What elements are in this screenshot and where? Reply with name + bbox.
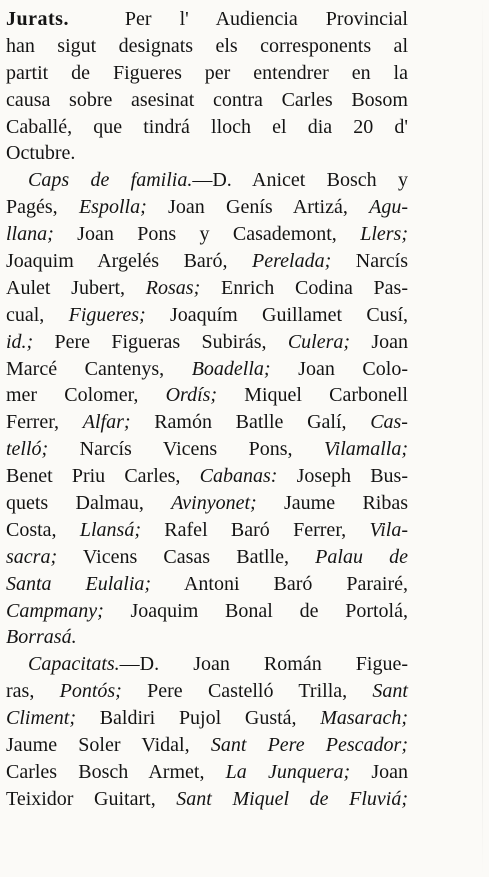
text-run: Joaquim Argelés Baró, <box>6 250 253 273</box>
text-line <box>6 382 408 409</box>
text-line <box>6 356 408 383</box>
text-line <box>6 436 408 463</box>
article-title: Jurats. <box>6 8 69 30</box>
text-line <box>6 705 408 732</box>
place-name: Capacitats. <box>28 653 120 676</box>
text-run: mer Colomer, <box>6 384 166 407</box>
text-run: —D. Anicet Bosch y <box>192 169 408 192</box>
text-run: Joan Genís Artizá, <box>146 196 370 219</box>
place-name: Perelada; <box>252 250 332 273</box>
text-run: Joaquim Bonal de Portolá, <box>103 599 408 622</box>
place-name: Agu- <box>369 196 409 219</box>
place-name: Boadella; <box>191 357 271 380</box>
text-run: Per l' Audiencia Provincial <box>68 8 408 30</box>
text-run: Joan Pons y Casademont, <box>53 223 361 246</box>
text-run: Aulet Jubert, <box>6 276 146 299</box>
text-run: han sigut designats els corresponents al <box>6 34 408 57</box>
place-name: Sant Miquel de Fluviá; <box>176 787 409 810</box>
text-line <box>6 678 408 705</box>
text-line <box>6 624 408 651</box>
text-line <box>6 114 408 141</box>
text-line <box>6 409 408 436</box>
text-run: Jaume Ribas <box>256 492 408 515</box>
text-run: Benet Priu Carles, <box>6 465 200 488</box>
text-run: Costa, <box>6 518 80 541</box>
place-name: Sant <box>372 680 408 703</box>
place-name: Cabanas: <box>199 465 278 488</box>
text-run: Joseph Bus- <box>277 465 408 488</box>
text-run: Vicens Casas Batlle, <box>57 545 316 568</box>
place-name: La Junquera; <box>225 760 351 783</box>
text-run: Teixidor Guitart, <box>6 787 177 810</box>
text-line <box>6 329 408 356</box>
text-run: Marcé Cantenys, <box>6 357 192 380</box>
text-run: Enrich Codina Pas- <box>200 276 408 299</box>
text-line <box>6 571 408 598</box>
place-name: Llers; <box>360 223 408 246</box>
place-name: Figueres; <box>68 303 146 326</box>
place-name: Climent; <box>6 707 76 730</box>
text-run: Miquel Carbonell <box>217 384 408 407</box>
text-line <box>6 275 408 302</box>
text-line <box>6 759 408 786</box>
place-name: Masarach; <box>320 707 408 730</box>
text-line <box>6 302 408 329</box>
place-name: Borrasá. <box>6 626 77 649</box>
text-line <box>6 544 408 571</box>
text-run: Pagés, <box>6 196 79 219</box>
place-name: Ordís; <box>165 384 218 407</box>
text-line <box>6 194 408 221</box>
place-name: Cas- <box>370 411 408 434</box>
place-name: Avinyonet; <box>171 492 257 515</box>
text-run: Octubre. <box>6 142 76 165</box>
text-run: Antoni Baró Parairé, <box>151 572 408 595</box>
text-line <box>6 140 408 167</box>
text-run: Joan Colo- <box>270 357 408 380</box>
text-run: Ramón Batlle Galí, <box>130 411 371 434</box>
text-line <box>6 87 408 114</box>
text-line <box>6 60 408 87</box>
text-run: —D. Joan Román Figue- <box>119 653 408 676</box>
text-line <box>6 786 408 813</box>
text-line <box>6 732 408 759</box>
place-name: Rosas; <box>145 276 201 299</box>
text-line <box>6 221 408 248</box>
text-run: Baldiri Pujol Gustá, <box>76 707 321 730</box>
place-name: telló; <box>6 438 49 461</box>
place-name: Palau de <box>315 545 408 568</box>
place-name: Vila- <box>369 518 408 541</box>
text-run: Caballé, que tindrá lloch el dia 20 d' <box>6 115 408 138</box>
place-name: llana; <box>6 223 54 246</box>
text-line <box>6 167 408 194</box>
text-run: causa sobre asesinat contra Carles Bosom <box>6 88 408 111</box>
place-name: Espolla; <box>78 196 147 219</box>
text-line <box>6 33 408 60</box>
text-run: Joaquím Guillamet Cusí, <box>145 303 408 326</box>
text-run: partit de Figueres per entendrer en la <box>6 61 408 84</box>
place-name: Sant Pere Pescador; <box>210 734 408 757</box>
place-name: Pontós; <box>59 680 122 703</box>
text-run: Rafel Baró Ferrer, <box>141 518 370 541</box>
text-line <box>6 463 408 490</box>
text-run: Narcís Vicens Pons, <box>48 438 324 461</box>
text-line <box>6 6 408 33</box>
column-edge <box>482 0 483 877</box>
text-line <box>6 598 408 625</box>
place-name: Vilamalla; <box>323 438 408 461</box>
place-name: Campmany; <box>6 599 104 622</box>
text-run: Joan <box>350 760 408 783</box>
place-name: id.; <box>6 330 34 353</box>
text-run: quets Dalmau, <box>6 492 172 515</box>
text-line <box>6 517 408 544</box>
text-run: Narcís <box>331 250 408 273</box>
article-column <box>6 6 408 813</box>
text-run: Pere Figueras Subirás, <box>33 330 288 353</box>
place-name: sacra; <box>6 545 58 568</box>
place-name: Santa Eulalia; <box>6 572 152 595</box>
place-name: Caps de familia. <box>28 169 193 192</box>
text-run: ras, <box>6 680 60 703</box>
text-run: Pere Castelló Trilla, <box>121 680 373 703</box>
place-name: Culera; <box>287 330 351 353</box>
place-name: Llansá; <box>79 518 141 541</box>
text-run: Carles Bosch Armet, <box>6 760 226 783</box>
text-line <box>6 248 408 275</box>
text-run: cual, <box>6 303 69 326</box>
place-name: Alfar; <box>82 411 131 434</box>
text-line <box>6 651 408 678</box>
text-run: Joan <box>350 330 408 353</box>
text-line <box>6 490 408 517</box>
text-run: Jaume Soler Vidal, <box>6 734 211 757</box>
text-run: Ferrer, <box>6 411 83 434</box>
